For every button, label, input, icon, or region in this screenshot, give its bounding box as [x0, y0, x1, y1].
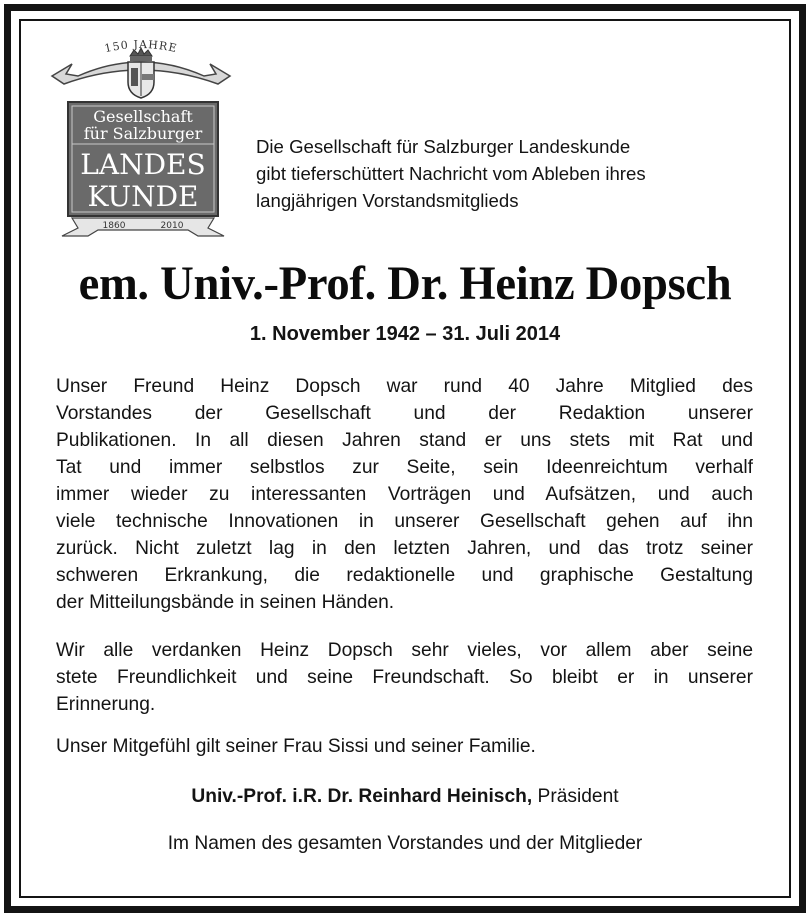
logo-year-start: 1860: [102, 221, 126, 231]
life-dates: 1. November 1942 – 31. Juli 2014: [249, 323, 561, 345]
logo-line2: für Salzburger: [83, 124, 203, 143]
paragraph-line: Erinnerung.: [56, 694, 156, 715]
logo-year-end: 2010: [160, 221, 184, 231]
anniversary-text: 150 JAHRE: [103, 40, 179, 56]
paragraph-line: Publikationen. In all diesen Jahren stand er uns stets mit Rat und: [56, 430, 753, 451]
signature-title: Präsident: [537, 786, 619, 807]
paragraph-line: Vorstandes der Gesellschaft und der Redaktion unserer: [56, 403, 753, 424]
paragraph-line: der Mitteilungsbände in seinen Händen.: [56, 592, 395, 613]
paragraph-line: Unser Freund Heinz Dopsch war rund 40 Jahre Mitglied des: [56, 376, 753, 397]
paragraph-line: zurück. Nicht zuletzt lag in den letzten Jahren, und das trotz seiner: [56, 538, 753, 559]
paragraph-condolence: [56, 733, 753, 760]
paragraph-line: Unser Mitgefühl gilt seiner Frau Sissi und seiner Familie.: [56, 736, 536, 757]
logo-line4: KUNDE: [87, 180, 199, 213]
signature: [20, 783, 790, 811]
paragraph-line: viele technische Innovationen in unserer Gesellschaft gehen auf ihn: [56, 511, 753, 532]
paragraph-line: schweren Erkrankung, die redaktionelle und graphische Gestaltung: [56, 565, 753, 586]
closing-line: Im Namen des gesamten Vorstandes und der Mitglieder: [167, 833, 643, 854]
deceased-name: em. Univ.-Prof. Dr. Heinz Dopsch: [78, 257, 732, 310]
paragraph-line: immer wieder zu interessanten Vorträgen und Aufsätzen, und auch: [56, 484, 753, 505]
paragraph-tribute: [56, 373, 753, 616]
signature-name: Univ.-Prof. i.R. Dr. Reinhard Heinisch,: [191, 786, 533, 807]
logo-line3: LANDES: [80, 148, 206, 181]
intro-line: gibt tieferschüttert Nachricht vom Ableben ihres: [256, 163, 646, 184]
intro-line: Die Gesellschaft für Salzburger Landeskunde: [256, 136, 631, 157]
society-logo: [48, 40, 234, 242]
paragraph-line: Wir alle verdanken Heinz Dopsch sehr vieles, vor allem aber seine: [56, 640, 753, 661]
intro-text: [256, 133, 776, 214]
paragraph-line: Tat und immer selbstlos zur Seite, sein Ideenreichtum verhalf: [56, 457, 753, 478]
year-ribbon: [62, 218, 224, 236]
coat-of-arms-icon: [128, 48, 154, 98]
paragraph-gratitude: [56, 637, 753, 718]
paragraph-line: stete Freundlichkeit und seine Freundschaft. So bleibt er in unserer: [56, 667, 753, 688]
intro-line: langjährigen Vorstandsmitglieds: [256, 190, 519, 211]
logo-line1: Gesellschaft: [93, 107, 193, 126]
